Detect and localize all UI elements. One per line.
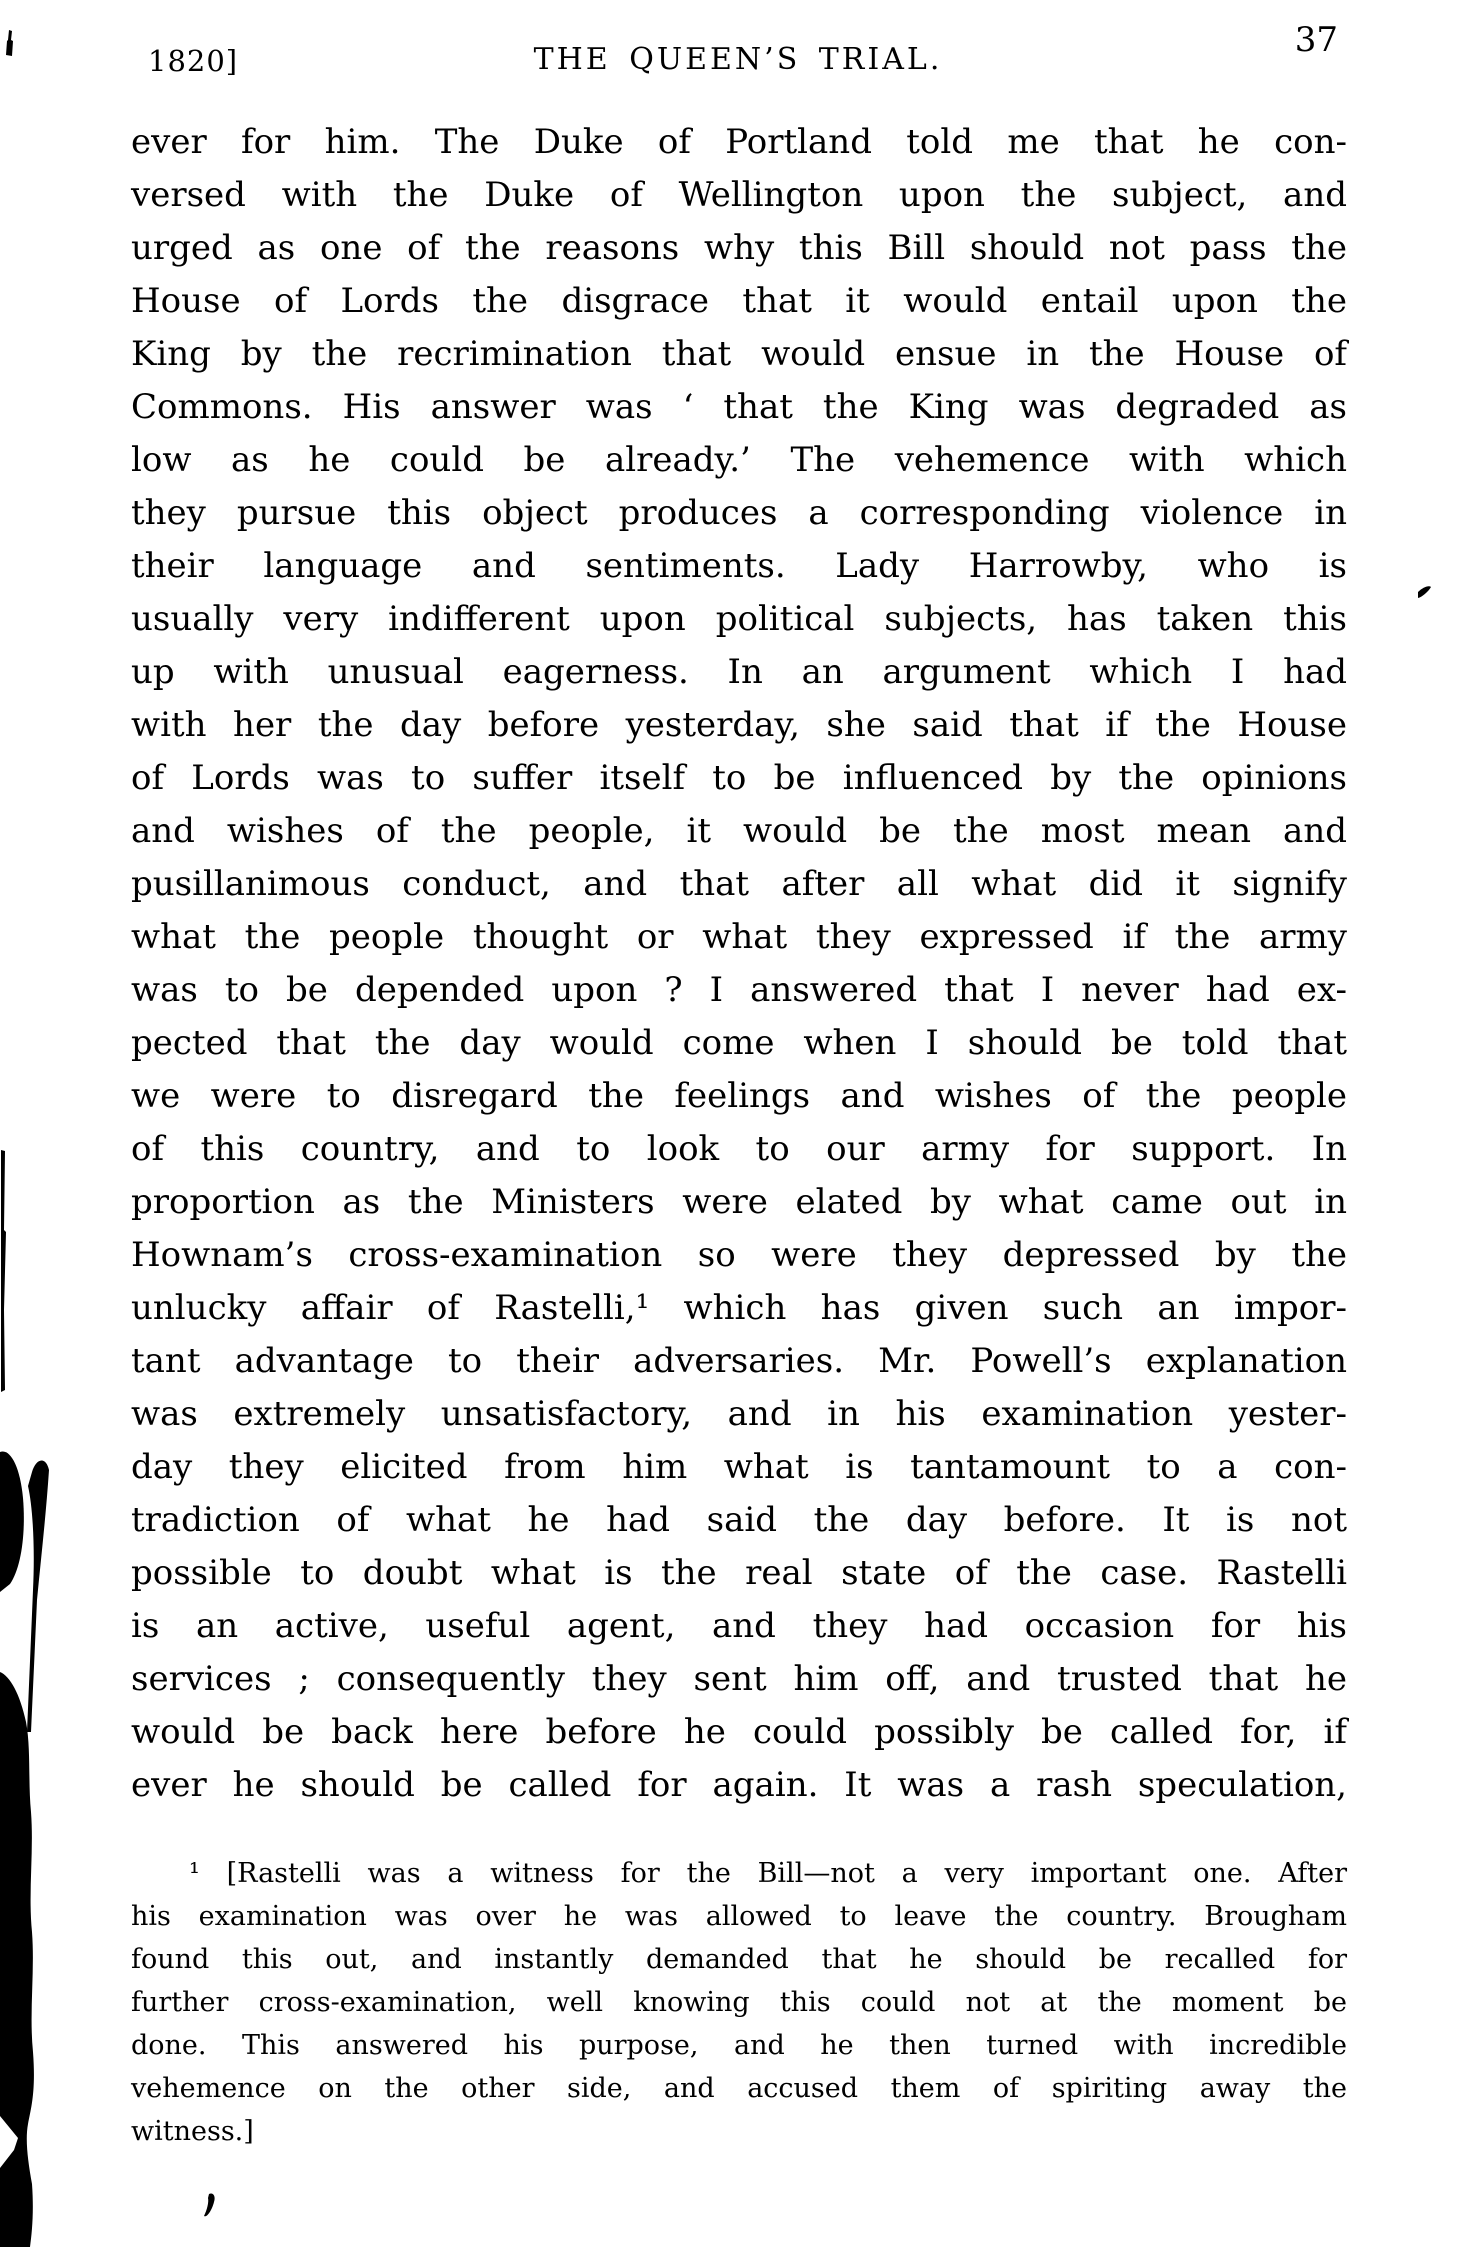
body-text-line: urged as one of the reasons why this Bill should not pass the: [131, 228, 1347, 268]
body-text-line: what the people thought or what they expressed if the army: [131, 917, 1347, 957]
footnote-line: his examination was over he was allowed to leave the country. Brougham: [131, 1901, 1347, 1932]
header-year-marker: 1820]: [148, 44, 239, 78]
paper-notch: [0, 2116, 18, 2168]
footnote-block: [131, 1852, 1347, 2153]
body-text-line: day they elicited from him what is tantamount to a con-: [131, 1447, 1347, 1487]
body-text-line: services ; consequently they sent him off, and trusted that he: [131, 1659, 1347, 1699]
body-text-line: King by the recrimination that would ensue in the House of: [131, 334, 1347, 374]
body-text-line: and wishes of the people, it would be the most mean and: [131, 811, 1347, 851]
body-text-line: up with unusual eagerness. In an argument which I had: [131, 652, 1347, 692]
body-text-line: would be back here before he could possibly be called for, if: [131, 1712, 1347, 1752]
body-text-line: Commons. His answer was ‘ that the King was degraded as: [131, 387, 1347, 427]
footnote-line: ¹ [Rastelli was a witness for the Bill—not a very important one. After: [189, 1858, 1347, 1889]
ink-speck-right-margin: [1418, 586, 1431, 598]
ink-speck-bottom: [204, 2193, 215, 2216]
ink-band-bottom-left: [0, 1672, 34, 2247]
body-text-line: unlucky affair of Rastelli,¹ which has given such an impor-: [131, 1288, 1347, 1328]
body-text-line: pusillanimous conduct, and that after all what did it signify: [131, 864, 1347, 904]
scan-streak-left: [1, 1150, 6, 1392]
body-text-line: pected that the day would come when I should be told that: [131, 1023, 1347, 1063]
footnote-line: found this out, and instantly demanded that he should be recalled for: [131, 1944, 1347, 1975]
body-text-block: [131, 116, 1347, 1812]
footnote-line: vehemence on the other side, and accused them of spiriting away the: [131, 2073, 1347, 2104]
body-text-line: was extremely unsatisfactory, and in his examination yester-: [131, 1394, 1347, 1434]
running-title: THE QUEEN’S TRIAL.: [533, 42, 943, 77]
body-text-line: of this country, and to look to our army for support. In: [131, 1129, 1347, 1169]
body-text-line: usually very indifferent upon political subjects, has taken this: [131, 599, 1347, 639]
body-text-line: tradiction of what he had said the day before. It is not: [131, 1500, 1347, 1540]
body-text-line: versed with the Duke of Wellington upon the subject, and: [131, 175, 1347, 215]
ink-speck-top-left: [6, 30, 13, 56]
body-text-line: of Lords was to suffer itself to be influenced by the opinions: [131, 758, 1347, 798]
body-text-line: was to be depended upon ? I answered that I never had ex-: [131, 970, 1347, 1010]
body-text-line: possible to doubt what is the real state of the case. Rastelli: [131, 1553, 1347, 1593]
ink-blot-lobe: [0, 1451, 24, 1592]
body-text-line: they pursue this object produces a corresponding violence in: [131, 493, 1347, 533]
page-header: [130, 20, 1346, 86]
body-text-line: low as he could be already.’ The vehemence with which: [131, 440, 1347, 480]
body-text-line: ever for him. The Duke of Portland told me that he con-: [131, 122, 1347, 162]
body-text-line: Hownam’s cross-examination so were they depressed by the: [131, 1235, 1347, 1275]
body-text-line: tant advantage to their adversaries. Mr. Powell’s explanation: [131, 1341, 1347, 1381]
footnote-line: further cross-examination, well knowing this could not at the moment be: [131, 1987, 1347, 2018]
body-text-line: House of Lords the disgrace that it would entail upon the: [131, 281, 1347, 321]
footnote-line: witness.]: [131, 2116, 254, 2147]
body-text-line: ever he should be called for again. It was a rash speculation,: [131, 1765, 1347, 1805]
page-number: 37: [1294, 20, 1338, 60]
body-text-line: with her the day before yesterday, she said that if the House: [131, 705, 1347, 745]
body-text-line: is an active, useful agent, and they had occasion for his: [131, 1606, 1347, 1646]
body-text-line: we were to disregard the feelings and wishes of the people: [131, 1076, 1347, 1116]
footnote-line: done. This answered his purpose, and he then turned with incredible: [131, 2030, 1347, 2061]
body-text-line: proportion as the Ministers were elated by what came out in: [131, 1182, 1347, 1222]
body-text-line: their language and sentiments. Lady Harrowby, who is: [131, 546, 1347, 586]
ink-stroke-slanted: [27, 1460, 49, 1732]
